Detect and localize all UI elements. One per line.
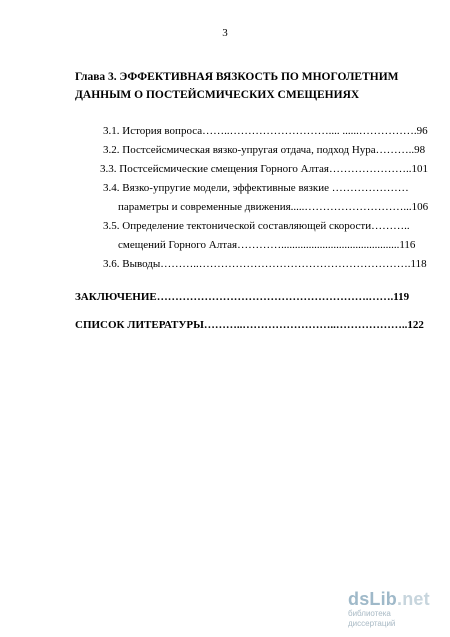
toc-entry-3-5-line-1: 3.5. Определение тектонической составляющей скорости……….. bbox=[103, 220, 410, 232]
toc-entry-3-5-line-2: смещений Горного Алтая…………...........................................116 bbox=[118, 239, 416, 251]
watermark-logo-main: dsLib bbox=[348, 589, 397, 609]
page-number: 3 bbox=[222, 27, 228, 39]
toc-conclusion: ЗАКЛЮЧЕНИЕ………………………………………………….…….119 bbox=[75, 291, 410, 303]
watermark-subtitle: библиотека диссертаций bbox=[348, 609, 396, 628]
toc-entry-3-3: 3.3. Постсейсмические смещения Горного Алтая…………………..101 bbox=[100, 163, 428, 175]
chapter-title bbox=[75, 68, 413, 104]
watermark-logo-domain: .net bbox=[397, 589, 430, 609]
toc-entry-3-4-line-2: параметры и современные движения.....………………………...106 bbox=[118, 201, 429, 213]
toc-entry-3-1: 3.1. История вопроса……..……………………….... ......…………….96 bbox=[103, 125, 428, 137]
toc-entry-3-4-line-1: 3.4. Вязко-упругие модели, эффективные вязкие ………………… bbox=[103, 182, 409, 194]
toc-entry-3-6: 3.6. Выводы………..………………………………………………….118 bbox=[103, 258, 427, 270]
chapter-title-line-2: ДАННЫМ О ПОСТЕЙСМИЧЕСКИХ СМЕЩЕНИЯХ bbox=[75, 89, 360, 101]
toc-references: СПИСОК ЛИТЕРАТУРЫ………..……………………..………………..122 bbox=[75, 319, 424, 331]
watermark-logo bbox=[348, 589, 438, 609]
watermark bbox=[348, 589, 438, 629]
chapter-title-line-1: Глава 3. ЭФФЕКТИВНАЯ ВЯЗКОСТЬ ПО МНОГОЛЕТНИМ bbox=[75, 71, 399, 83]
toc-entry-3-2: 3.2. Постсейсмическая вязко-упругая отдача, подход Нура………..98 bbox=[103, 144, 426, 156]
